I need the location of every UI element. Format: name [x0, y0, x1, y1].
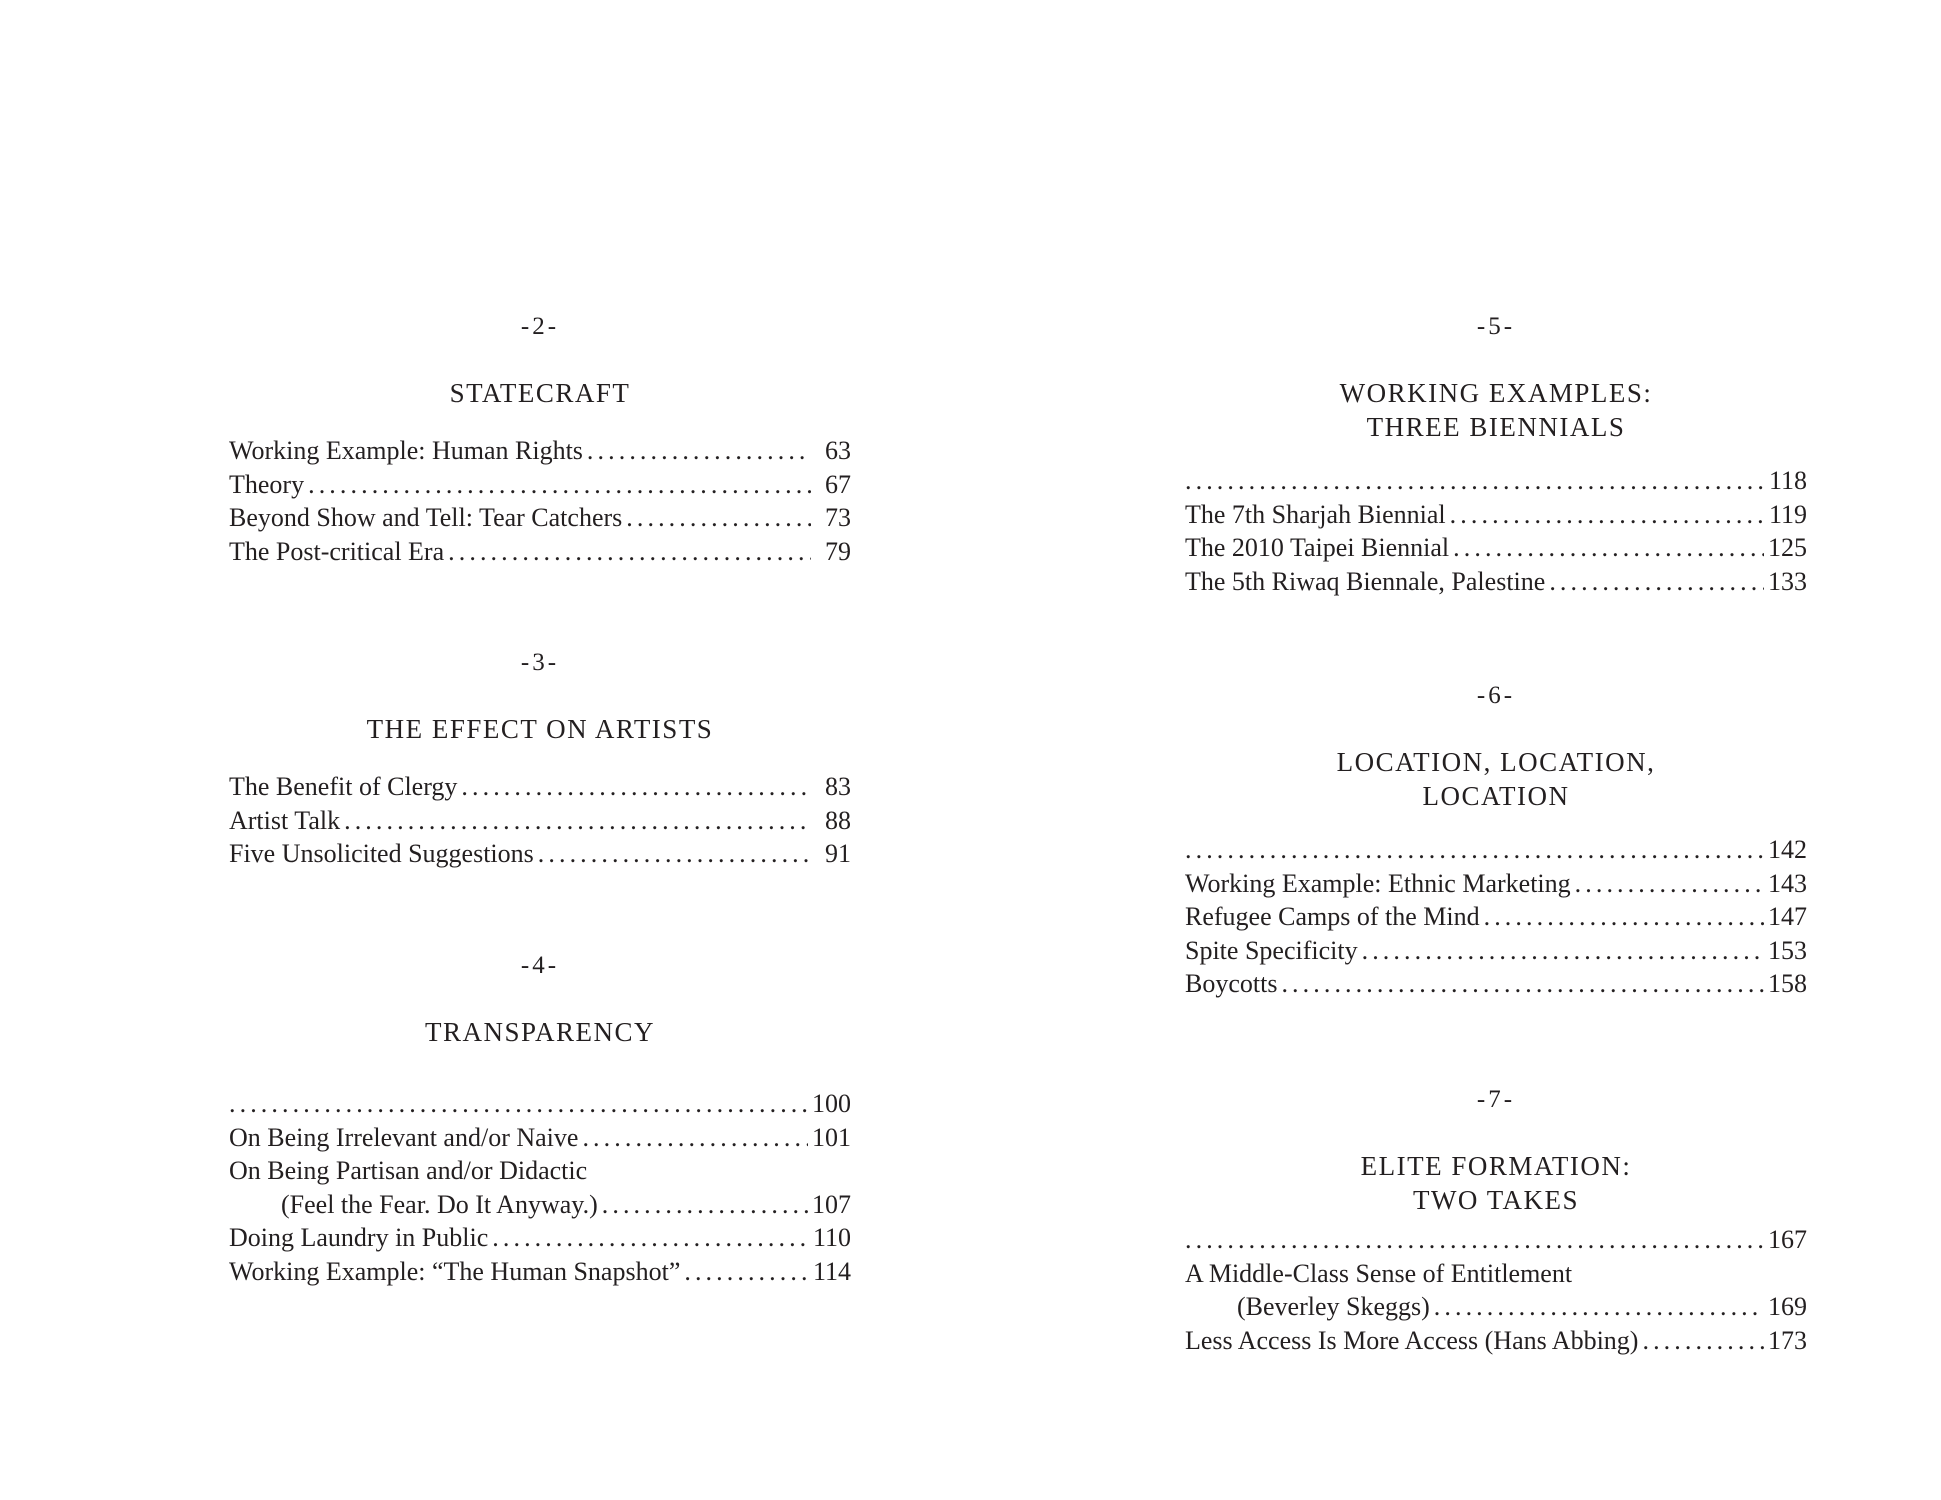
entry-title: (Feel the Fear. Do It Anyway.) — [281, 1189, 598, 1219]
toc-entry[interactable] — [1185, 498, 1807, 532]
dot-leader — [229, 1087, 808, 1121]
entry-title: Working Example: Human Rights — [229, 436, 583, 465]
chapter-2 — [229, 312, 851, 568]
chapter-title-line: STATECRAFT — [449, 378, 631, 408]
entry-title: Artist Talk — [229, 805, 341, 835]
entry-page-number: 114 — [812, 1256, 851, 1286]
dot-leader — [448, 535, 811, 569]
dot-leader — [1362, 934, 1764, 968]
toc-entry[interactable] — [1185, 1324, 1807, 1358]
dot-leader — [1575, 867, 1764, 901]
chapter-number: -5- — [1476, 313, 1516, 340]
dot-leader — [602, 1188, 808, 1222]
toc-entries — [1185, 1223, 1807, 1357]
chapter-number: -6- — [1476, 682, 1516, 709]
chapter-number: -4- — [520, 952, 560, 979]
chapter-number: -7- — [1476, 1086, 1516, 1113]
entry-page-number: 91 — [825, 839, 851, 869]
entry-title: On Being Irrelevant and/or Naive — [229, 1122, 579, 1152]
chapter-7 — [1185, 1085, 1807, 1357]
dot-leader — [1185, 1223, 1764, 1257]
toc-entry[interactable] — [229, 1087, 851, 1121]
chapter-title-line: ELITE FORMATION: — [1360, 1151, 1632, 1181]
toc-entries — [1185, 464, 1807, 598]
dot-leader — [1642, 1324, 1764, 1358]
toc-entry[interactable] — [229, 804, 851, 838]
chapter-title — [1185, 376, 1807, 444]
toc-entry[interactable] — [229, 837, 851, 871]
chapter-title — [229, 712, 851, 746]
toc-entries — [229, 770, 851, 871]
entry-title: The 7th Sharjah Biennial — [1185, 499, 1446, 529]
chapter-title-line: THE EFFECT ON ARTISTS — [366, 714, 714, 744]
entry-title: Refugee Camps of the Mind — [1185, 902, 1480, 932]
toc-entry[interactable] — [229, 535, 851, 569]
entry-page-number: 133 — [1768, 566, 1807, 596]
chapter-number: -3- — [520, 649, 560, 676]
chapter-title — [1185, 1149, 1807, 1217]
dot-leader — [684, 1255, 809, 1289]
dot-leader — [1450, 498, 1765, 532]
entry-page-number: 169 — [1768, 1292, 1807, 1322]
entry-page-number: 142 — [1768, 835, 1807, 864]
entry-title: The 5th Riwaq Biennale, Palestine — [1185, 566, 1546, 596]
entry-title: (Beverley Skeggs) — [1237, 1292, 1430, 1322]
chapter-title-line: TWO TAKES — [1412, 1185, 1580, 1215]
entry-page-number: 100 — [812, 1089, 851, 1118]
chapter-title-line: WORKING EXAMPLES: — [1339, 378, 1653, 408]
dot-leader — [1484, 900, 1764, 934]
chapter-title-line: LOCATION, LOCATION, — [1336, 747, 1656, 777]
dot-leader — [1434, 1290, 1764, 1324]
toc-entry[interactable] — [229, 1255, 851, 1289]
toc-entry[interactable] — [1185, 464, 1807, 498]
dot-leader — [492, 1221, 809, 1255]
dot-leader — [308, 468, 811, 502]
toc-entry[interactable] — [1185, 1290, 1807, 1324]
entry-page-number: 167 — [1768, 1225, 1807, 1254]
entry-page-number: 101 — [812, 1122, 851, 1152]
toc-entry[interactable] — [1185, 1257, 1807, 1291]
entry-page-number: 153 — [1768, 935, 1807, 965]
dot-leader — [1185, 464, 1765, 498]
dot-leader — [1281, 967, 1764, 1001]
entry-page-number: 73 — [825, 503, 851, 533]
chapter-title-line: TRANSPARENCY — [424, 1017, 656, 1047]
toc-entry[interactable] — [1185, 565, 1807, 599]
dot-leader — [538, 837, 811, 871]
dot-leader — [626, 501, 811, 535]
dot-leader — [344, 804, 811, 838]
entry-page-number: 119 — [1768, 499, 1807, 529]
toc-entries — [229, 1087, 851, 1289]
toc-entry[interactable] — [229, 468, 851, 502]
toc-entry[interactable] — [229, 770, 851, 804]
toc-entry[interactable] — [1185, 967, 1807, 1001]
entry-title: Working Example: Ethnic Marketing — [1185, 868, 1571, 898]
entry-page-number: 88 — [825, 805, 851, 835]
chapter-4 — [229, 951, 851, 1289]
dot-leader — [1549, 565, 1764, 599]
toc-entry[interactable] — [229, 1188, 851, 1222]
entry-page-number: 118 — [1768, 466, 1807, 495]
toc-entries — [1185, 833, 1807, 1001]
entry-title: Doing Laundry in Public — [229, 1223, 489, 1253]
toc-entries — [229, 434, 851, 568]
toc-entry[interactable] — [229, 501, 851, 535]
dot-leader — [582, 1121, 808, 1155]
toc-entry[interactable] — [1185, 1223, 1807, 1257]
toc-entry[interactable] — [229, 1221, 851, 1255]
chapter-title — [1185, 745, 1807, 813]
entry-title: On Being Partisan and/or Didactic — [229, 1156, 588, 1186]
chapter-number: -2- — [520, 313, 560, 340]
entry-title: A Middle-Class Sense of Entitlement — [1185, 1258, 1573, 1288]
entry-title: The Benefit of Clergy — [229, 772, 458, 801]
toc-entry[interactable] — [1185, 833, 1807, 867]
chapter-title — [229, 1015, 851, 1049]
entry-title: Boycotts — [1185, 969, 1278, 999]
entry-page-number: 147 — [1768, 902, 1807, 932]
chapter-6 — [1185, 681, 1807, 1001]
chapter-3 — [229, 648, 851, 871]
toc-entry[interactable] — [1185, 531, 1807, 565]
entry-page-number: 67 — [825, 469, 851, 499]
dot-leader — [1453, 531, 1764, 565]
chapter-5 — [1185, 312, 1807, 598]
toc-entry[interactable] — [1185, 867, 1807, 901]
entry-title: Theory — [229, 469, 305, 499]
entry-page-number: 107 — [812, 1189, 851, 1219]
entry-page-number: 110 — [812, 1223, 851, 1253]
entry-title: Five Unsolicited Suggestions — [229, 839, 534, 869]
entry-page-number: 63 — [825, 436, 851, 465]
entry-page-number: 158 — [1768, 969, 1807, 999]
entry-page-number: 143 — [1768, 868, 1807, 898]
toc-entry[interactable] — [229, 1154, 851, 1188]
toc-entry[interactable] — [1185, 900, 1807, 934]
entry-title: Working Example: “The Human Snapshot” — [229, 1256, 681, 1286]
dot-leader — [587, 434, 811, 468]
entry-page-number: 125 — [1768, 533, 1807, 563]
chapter-title-line: THREE BIENNIALS — [1366, 412, 1626, 442]
dot-leader — [461, 770, 811, 804]
entry-page-number: 83 — [825, 772, 851, 801]
entry-title: The 2010 Taipei Biennial — [1185, 533, 1450, 563]
dot-leader — [1185, 833, 1764, 867]
toc-entry[interactable] — [1185, 934, 1807, 968]
entry-title: Beyond Show and Tell: Tear Catchers — [229, 503, 623, 533]
toc-entry[interactable] — [229, 1121, 851, 1155]
chapter-title-line: LOCATION — [1422, 781, 1570, 811]
entry-title: The Post-critical Era — [229, 536, 445, 566]
entry-page-number: 79 — [825, 536, 851, 566]
entry-title: Spite Specificity — [1185, 935, 1358, 965]
entry-title: Less Access Is More Access (Hans Abbing) — [1185, 1325, 1639, 1355]
chapter-title — [229, 376, 851, 410]
entry-page-number: 173 — [1768, 1325, 1807, 1355]
toc-entry[interactable] — [229, 434, 851, 468]
